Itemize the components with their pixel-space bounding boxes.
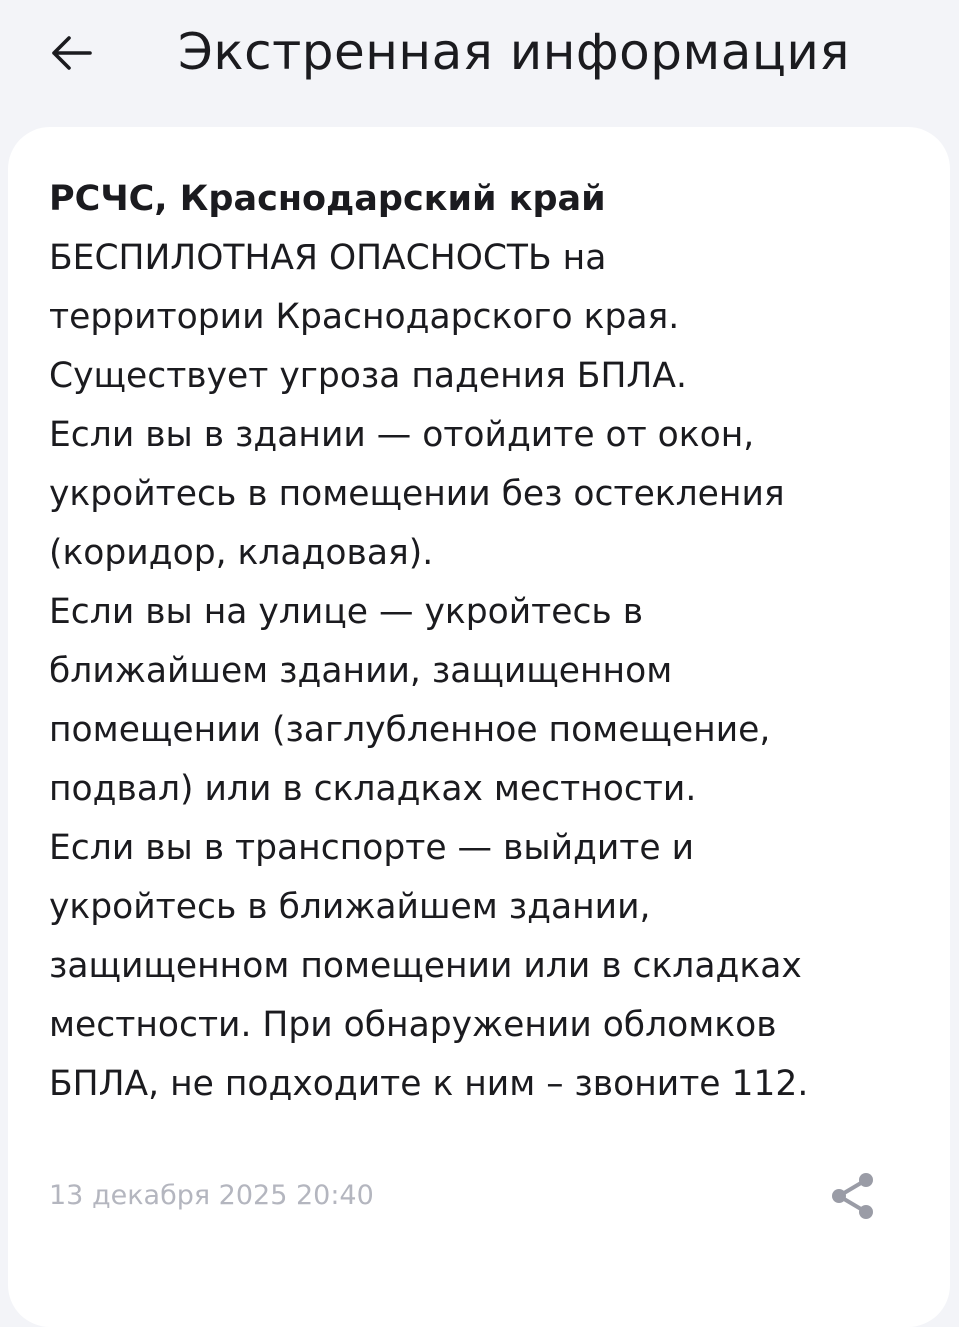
alert-message-line: защищенном помещении или в складках <box>49 946 802 986</box>
alert-message-line: БПЛА, не подходите к ним – звоните 112. <box>49 1064 809 1104</box>
alert-footer <box>49 1167 909 1227</box>
alert-message-line: местности. При обнаружении обломков <box>49 1005 777 1045</box>
alert-message-line: укройтесь в ближайшем здании, <box>49 887 651 927</box>
arrow-left-icon <box>49 34 93 72</box>
alert-source: РСЧС, Краснодарский край <box>49 179 606 219</box>
alert-message-line: Если вы в здании — отойдите от окон, <box>49 415 755 455</box>
alert-card <box>8 127 950 1327</box>
alert-message-line: Существует угроза падения БПЛА. <box>49 356 687 396</box>
share-icon <box>828 1170 878 1222</box>
alert-message <box>49 229 929 1114</box>
alert-timestamp: 13 декабря 2025 20:40 <box>49 1180 374 1211</box>
share-button[interactable] <box>825 1167 881 1225</box>
alert-message-line: БЕСПИЛОТНАЯ ОПАСНОСТЬ на <box>49 238 607 278</box>
app-header <box>0 0 959 108</box>
back-button[interactable] <box>36 18 106 88</box>
page-title: Экстренная информация <box>178 23 850 81</box>
alert-message-line: подвал) или в складках местности. <box>49 769 697 809</box>
alert-message-line: помещении (заглубленное помещение, <box>49 710 771 750</box>
alert-message-line: Если вы на улице — укройтесь в <box>49 592 644 632</box>
alert-message-line: (коридор, кладовая). <box>49 533 434 573</box>
alert-message-line: укройтесь в помещении без остекления <box>49 474 785 514</box>
alert-message-line: ближайшем здании, защищенном <box>49 651 673 691</box>
alert-message-line: территории Краснодарского края. <box>49 297 680 337</box>
alert-message-line: Если вы в транспорте — выйдите и <box>49 828 695 868</box>
